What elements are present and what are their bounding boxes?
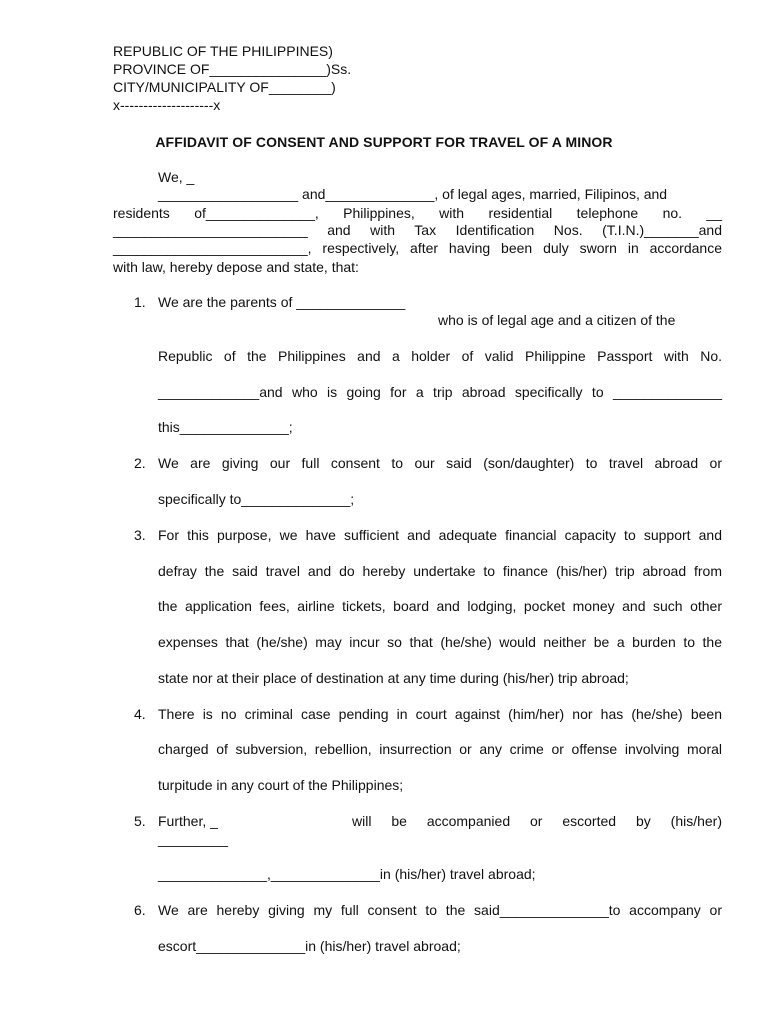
item-1-line-e: this______________; (158, 419, 293, 435)
item-2-line-b: specifically to______________; (158, 491, 355, 507)
item-2-line-a: We are giving our full consent to our said (son/daughter) to travel abroad or (158, 455, 722, 471)
item-3-line-d: expenses that (he/she) may incur so that (he/she) would neither be a burden to the (158, 634, 722, 650)
item-3-line-a: For this purpose, we have sufficient and adequate financial capacity to support and (158, 527, 722, 543)
intro-line-3: _________________________ and with Tax Identification Nos. (T.I.N.)_______and (113, 222, 722, 238)
item-3-line-c: the application fees, airline tickets, board and lodging, pocket money and such other (158, 598, 722, 614)
header-city: CITY/MUNICIPALITY OF________) (113, 79, 336, 95)
item-number: 4. (134, 706, 146, 722)
item-number: 3. (134, 527, 146, 543)
intro-line-1: __________________ and______________, of legal ages, married, Filipinos, and (158, 186, 668, 202)
item-5-line-b: _________ (158, 831, 229, 847)
item-6-line-a: We are hereby giving my full consent to the said______________to accompany or (158, 902, 722, 918)
item-4-line-c: turpitude in any court of the Philippines; (158, 777, 404, 793)
item-5-line-c: ______________,______________in (his/her) travel abroad; (158, 866, 536, 882)
item-1-line-b: who is of legal age and a citizen of the (438, 312, 676, 328)
intro-line-4: _________________________, respectively, after having been duly sworn in accordance (113, 240, 722, 256)
header-republic: REPUBLIC OF THE PHILIPPINES) (113, 43, 333, 59)
item-5-line-a1: Further, _ (158, 813, 218, 829)
item-6-line-b: escort______________in (his/her) travel abroad; (158, 938, 461, 954)
intro-line-2: residents of______________, Philippines, with residential telephone no. __ (113, 205, 722, 221)
item-number: 1. (134, 294, 146, 310)
header-province: PROVINCE OF_______________)Ss. (113, 61, 352, 77)
intro-we: We, _ (158, 169, 195, 185)
item-number: 2. (134, 455, 146, 471)
item-4-line-a: There is no criminal case pending in court against (him/her) nor has (he/she) been (158, 706, 722, 722)
item-3-line-e: state nor at their place of destination at any time during (his/her) trip abroad; (158, 670, 629, 686)
item-3-line-b: defray the said travel and do hereby undertake to finance (his/her) trip abroad from (158, 563, 722, 579)
item-1-line-a: We are the parents of ______________ (158, 294, 406, 310)
intro-line-5: with law, hereby depose and state, that: (113, 259, 359, 275)
item-number: 5. (134, 813, 146, 829)
document-title: AFFIDAVIT OF CONSENT AND SUPPORT FOR TRAVEL OF A MINOR (155, 134, 613, 150)
item-number: 6. (134, 902, 146, 918)
item-1-line-d: _____________and who is going for a trip abroad specifically to ______________ (158, 384, 722, 400)
header-separator: x--------------------x (113, 97, 221, 113)
item-5-line-a2: will be accompanied or escorted by (his/her) (352, 813, 722, 829)
item-4-line-b: charged of subversion, rebellion, insurrection or any crime or offense involving moral (158, 741, 722, 757)
item-1-line-c: Republic of the Philippines and a holder of valid Philippine Passport with No. (158, 348, 722, 364)
